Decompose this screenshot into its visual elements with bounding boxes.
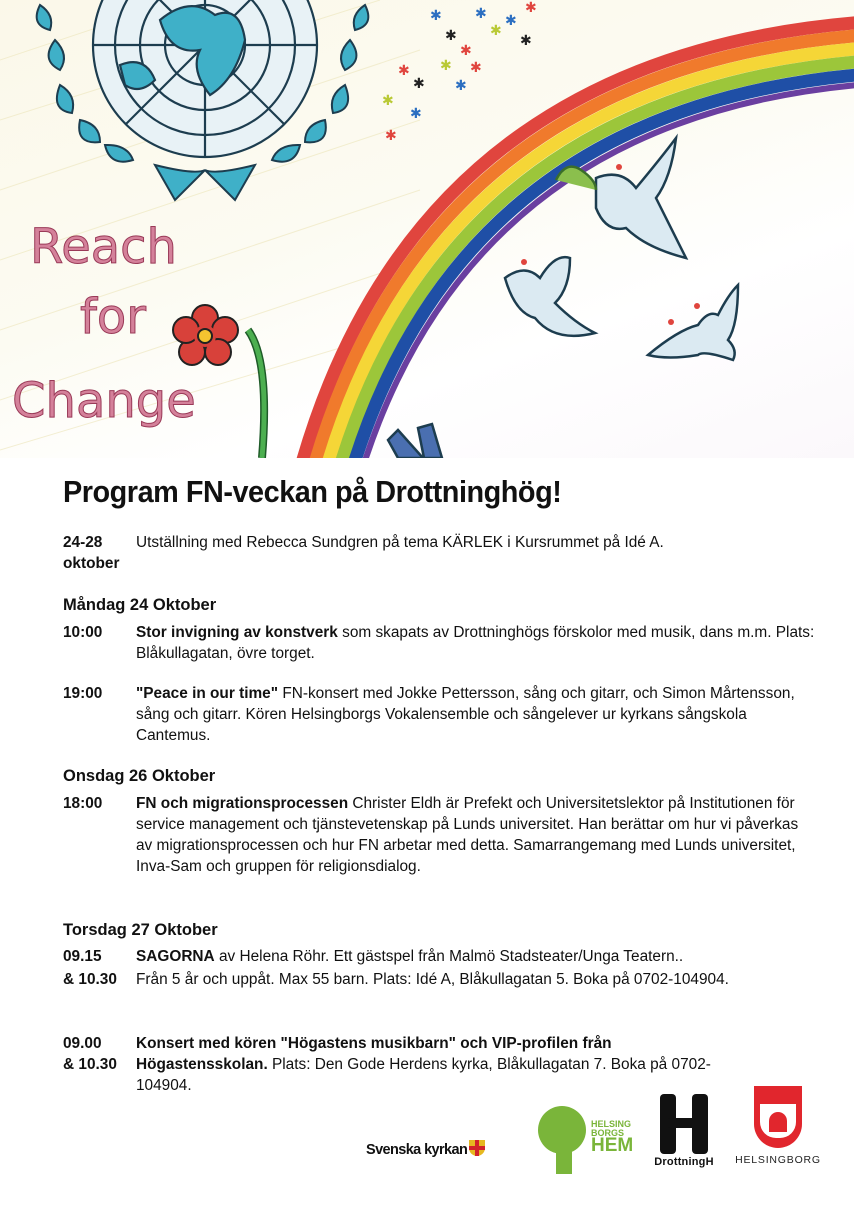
svg-text:✱: ✱ [410, 106, 422, 122]
svg-text:✱: ✱ [475, 6, 487, 22]
event-time: 10:00 [63, 624, 103, 641]
event-description: Stor invigning av konstverk som skapats av Drottninghögs förskolor med musik, dans m.m. Plats: Blåkullagatan, övre torget. [136, 624, 815, 662]
rainbow-icon [300, 20, 854, 458]
event-description: FN och migrationsprocessen Christer Eldh är Prefekt och Universitetslektor på Institutionen för service management och tjänstevetenskap på Lunds universitet. Han berättar om hur vi påverkas av migrationsprocessen och hur FN arbetar med detta. Samarrangemang med Lunds universitet, Inva-Sam och gruppen för religionsdialog. [136, 795, 799, 875]
h-mark-icon [658, 1094, 710, 1154]
day-heading: Måndag 24 Oktober [63, 596, 217, 614]
event-description: Konsert med kören "Högastens musikbarn" och VIP-profilen från Högastensskolan. Plats: Den Gode Herdens kyrka, Blåkullagatan 7. Boka på 0702-104904. [136, 1035, 711, 1094]
event-description: "Peace in our time" FN-konsert med Jokke Pettersson, sång och gitarr, och Simon Mårtensson, sång och gitarr. Kören Helsingborgs Vokalensemble och sångelever ur kyrkans sångskola Cantemus. [136, 685, 795, 744]
svg-text:✱: ✱ [455, 78, 467, 94]
svg-text:✱: ✱ [520, 33, 532, 49]
drottninghog-logo: DrottningH [648, 1094, 720, 1168]
event-time: 09.15 & 10.30 [63, 948, 117, 988]
date-range: 24-28 oktober [63, 534, 120, 572]
svg-text:✱: ✱ [382, 93, 394, 109]
svg-text:✱: ✱ [445, 28, 457, 44]
svg-text:✱: ✱ [430, 8, 442, 24]
svg-text:✱: ✱ [470, 60, 482, 76]
svg-text:✱: ✱ [413, 76, 425, 92]
svg-text:Change: Change [12, 373, 196, 429]
event-time: 18:00 [63, 795, 103, 812]
svenska-kyrkan-logo: Svenska kyrkan [366, 1140, 485, 1158]
helsingborgshem-logo: HELSING BORGS HEM [538, 1106, 638, 1174]
event-description: SAGORNA av Helena Röhr. Ett gästspel från Malmö Stadsteater/Unga Teatern.. Från 5 år och uppåt. Max 55 barn. Plats: Idé A, Blåkullagatan 5. Boka på 0702-104904. [136, 948, 729, 988]
svg-text:✱: ✱ [398, 63, 410, 79]
svg-text:✱: ✱ [525, 0, 537, 16]
sponsor-logos [0, 1080, 854, 1180]
svg-text:✱: ✱ [460, 43, 472, 59]
exhibition-text: Utställning med Rebecca Sundgren på tema KÄRLEK i Kursrummet på Idé A. [136, 534, 664, 551]
un-emblem-icon [93, 0, 317, 157]
event-time: 09.00 & 10.30 [63, 1035, 117, 1073]
church-shield-icon [469, 1140, 485, 1156]
day-heading: Torsdag 27 Oktober [63, 921, 218, 939]
svg-text:Reach: Reach [30, 219, 177, 275]
drawing-svg [0, 0, 854, 458]
svg-text:✱: ✱ [440, 58, 452, 74]
svg-text:✱: ✱ [505, 13, 517, 29]
day-heading: Onsdag 26 Oktober [63, 767, 216, 785]
helsingborg-logo: HELSINGBORG [735, 1086, 821, 1166]
svg-text:✱: ✱ [490, 23, 502, 39]
page-title: Program FN-veckan på Drottninghög! [63, 474, 562, 509]
event-time: 19:00 [63, 685, 103, 702]
city-crest-icon [754, 1086, 802, 1148]
svg-text:✱: ✱ [385, 128, 397, 144]
svg-text:for: for [80, 289, 146, 345]
hero-illustration [0, 0, 854, 458]
